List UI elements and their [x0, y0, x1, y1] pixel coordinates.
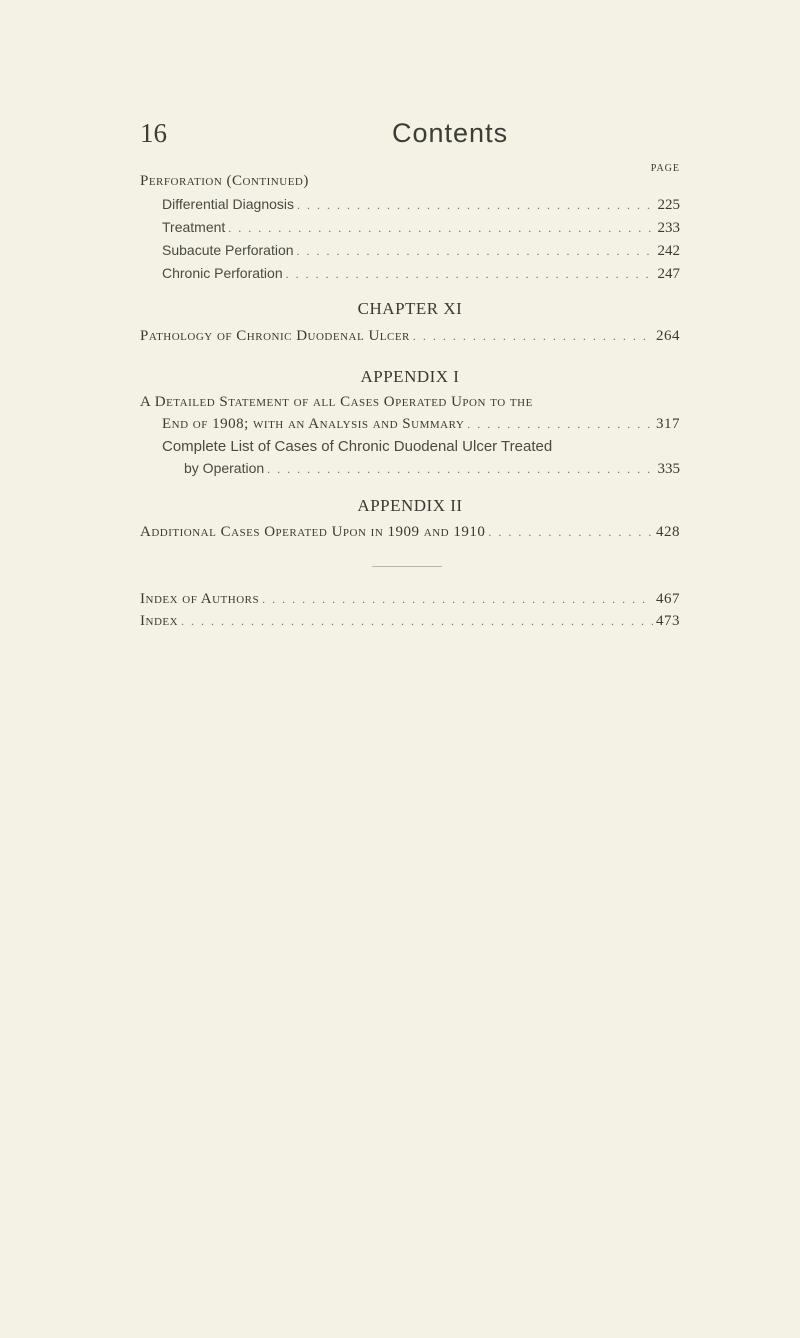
- toc-entry-page: 247: [657, 266, 680, 282]
- toc-entry: [162, 265, 680, 285]
- leader-dots: [181, 614, 653, 629]
- toc-entry-page: 428: [656, 524, 680, 540]
- toc-entry: [140, 591, 680, 611]
- toc-entry: [184, 460, 680, 480]
- toc-entry-label: Pathology of Chronic Duodenal Ulcer: [140, 328, 410, 344]
- toc-entry-label: End of 1908; with an Analysis and Summary: [162, 416, 465, 432]
- toc-entry: [140, 524, 680, 544]
- toc-entry-line: [140, 394, 680, 414]
- toc-entry-page: 473: [656, 613, 680, 629]
- toc-entry: [162, 416, 680, 436]
- toc-entry: [140, 328, 680, 348]
- chapter-xi-heading: CHAPTER XI: [357, 299, 463, 318]
- toc-entry-label: Treatment: [162, 219, 226, 235]
- page-title: Contents: [392, 118, 509, 148]
- section-perforation-title: [140, 173, 680, 193]
- leader-dots: [467, 417, 653, 432]
- toc-entry-page: 467: [656, 591, 680, 607]
- leader-dots: [267, 462, 654, 477]
- toc-entry-label: A Detailed Statement of all Cases Operated Upon to the: [140, 394, 533, 410]
- toc-entry-page: 233: [657, 220, 680, 236]
- appendix-ii-heading: APPENDIX II: [357, 496, 463, 515]
- page-column-label: PAGE: [650, 163, 680, 174]
- toc-entry-label: Index: [140, 613, 179, 629]
- toc-entry-page: 335: [657, 461, 680, 477]
- leader-dots: [228, 221, 654, 236]
- divider-rule: [372, 566, 442, 567]
- toc-entry-page: 225: [657, 197, 680, 213]
- toc-entry-label: Index of Authors: [140, 591, 260, 607]
- toc-entry: [162, 219, 680, 239]
- toc-entry: [140, 613, 680, 633]
- toc-entry-line: Complete List of Cases of Chronic Duodenal Ulcer Treated: [162, 438, 553, 455]
- leader-dots: [488, 525, 653, 540]
- section-title-text: Perforation (Continued): [140, 173, 309, 189]
- toc-entry: [162, 242, 680, 262]
- toc-entry-label: Chronic Perforation: [162, 265, 283, 281]
- leader-dots: [297, 244, 655, 259]
- page-number: 16: [140, 118, 167, 148]
- leader-dots: [297, 198, 654, 213]
- toc-entry-label: Differential Diagnosis: [162, 196, 295, 212]
- toc-entry-label: Subacute Perforation: [162, 242, 294, 258]
- leader-dots: [413, 329, 653, 344]
- toc-entry-page: 242: [657, 243, 680, 259]
- appendix-i-heading: APPENDIX I: [360, 367, 460, 386]
- toc-entry-page: 317: [656, 416, 680, 432]
- toc-entry-label: Additional Cases Operated Upon in 1909 and 1910: [140, 524, 486, 540]
- toc-entry-page: 264: [656, 328, 680, 344]
- leader-dots: [262, 592, 653, 607]
- toc-entry-label: by Operation: [184, 460, 265, 476]
- leader-dots: [286, 267, 655, 282]
- running-header: [140, 118, 680, 158]
- toc-entry: [162, 196, 680, 216]
